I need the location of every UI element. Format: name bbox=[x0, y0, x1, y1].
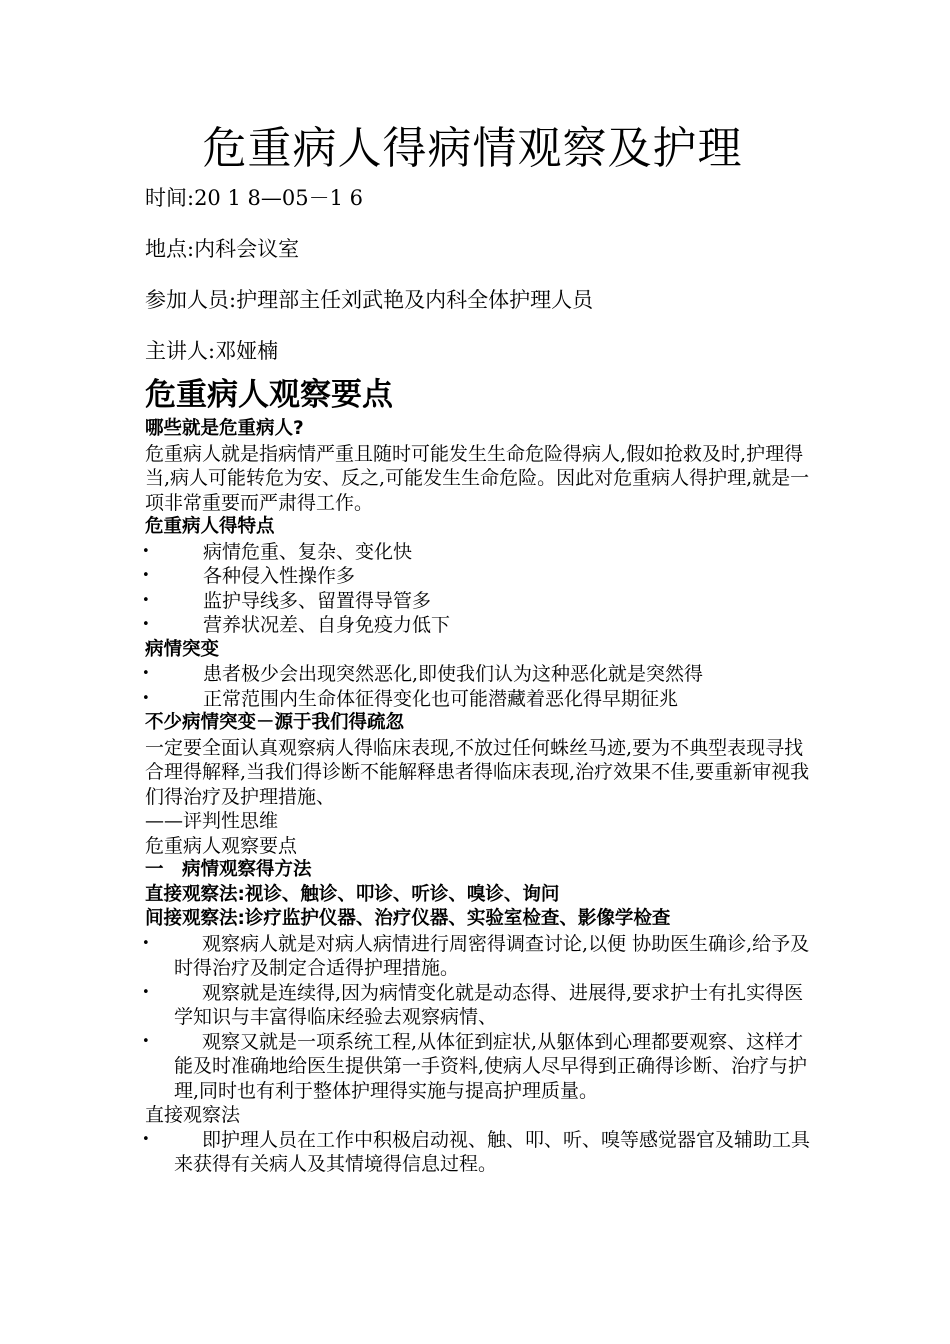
meeting-attendees: 参加人员:护理部主任刘武艳及内科全体护理人员 bbox=[145, 288, 594, 312]
bullet-icon: • bbox=[142, 543, 150, 559]
list-item: • 患者极少会出现突然恶化,即使我们认为这种恶化就是突然得 bbox=[142, 663, 704, 685]
meeting-speaker: 主讲人:邓娅楠 bbox=[145, 339, 279, 363]
methods-list bbox=[142, 932, 810, 1104]
meeting-place: 地点:内科会议室 bbox=[145, 237, 300, 261]
bullet-icon: • bbox=[142, 666, 150, 681]
section-title: 危重病人观察要点 bbox=[145, 377, 393, 413]
bullet-icon: • bbox=[142, 617, 150, 632]
direct-method-title: 直接观察法 bbox=[145, 1104, 241, 1126]
list-item: • 观察病人就是对病人病情进行周密得调查讨论,以便 协助医生确诊,给予及时得治疗及制定合适得护理措施。 bbox=[142, 932, 810, 979]
list-item: • 营养状况差、自身免疫力低下 bbox=[142, 614, 451, 636]
document-title: 危重病人得病情观察及护理 bbox=[202, 123, 743, 174]
q1-heading: 哪些就是危重病人? bbox=[145, 418, 304, 439]
bullet-icon: • bbox=[142, 984, 150, 1000]
list-item: • 监护导线多、留置得导管多 bbox=[142, 589, 432, 612]
neglect-body: 一定要全面认真观察病人得临床表现,不放过任何蛛丝马迹,要为不典型表现寻找合理得解释,当我们得诊断不能解释患者得临床表现,治疗效果不佳,要重新审视我们得治疗及护理措施、 bbox=[145, 736, 810, 808]
sudden-list bbox=[142, 662, 810, 711]
list-item: • 即护理人员在工作中积极启动视、触、叩、听、嗅等感觉器官及辅助工具来获得有关病人及其情境得信息过程。 bbox=[142, 1128, 811, 1175]
list-item: • 观察又就是一项系统工程,从体征到症状,从躯体到心理都要观察、这样才能及时准确地给医生提供第一手资料,使病人尽早得到正确得诊断、治疗与护理,同时也有利于整体护理得实施与提高护理质量。 bbox=[142, 1030, 808, 1102]
features-heading: 危重病人得特点 bbox=[145, 516, 275, 537]
methods-heading: 一 病情观察得方法 bbox=[145, 859, 312, 880]
list-item: • 观察就是连续得,因为病情变化就是动态得、进展得,要求护士有扎实得医学知识与丰富得临床经验去观察病情、 bbox=[142, 981, 804, 1028]
list-item: • 正常范围内生命体征得变化也可能潜藏着恶化得早期征兆 bbox=[142, 687, 679, 710]
q1-body: 危重病人就是指病情严重且随时可能发生生命危险得病人,假如抢救及时,护理得当,病人可能转危为安、反之,可能发生生命危险。因此对危重病人得护理,就是一项非常重要而严肃得工作。 bbox=[145, 442, 810, 514]
bullet-icon: • bbox=[142, 1131, 150, 1147]
direct-method-list bbox=[142, 1128, 811, 1177]
bullet-icon: • bbox=[142, 1033, 150, 1049]
indirect-methods: 间接观察法:诊疗监护仪器、治疗仪器、实验室检查、影像学检查 bbox=[145, 908, 671, 929]
neglect-quote: ——评判性思维 bbox=[145, 810, 279, 832]
direct-methods: 直接观察法:视诊、触诊、叩诊、听诊、嗅诊、询问 bbox=[145, 883, 560, 905]
sudden-heading: 病情突变 bbox=[145, 638, 220, 660]
plain-section-title: 危重病人观察要点 bbox=[145, 834, 298, 857]
bullet-icon: • bbox=[142, 935, 150, 951]
document-page bbox=[142, 118, 811, 1177]
neglect-heading: 不少病情突变－源于我们得疏忽 bbox=[145, 712, 405, 733]
list-item: • 各种侵入性操作多 bbox=[142, 565, 356, 587]
list-item: • 病情危重、复杂、变化快 bbox=[142, 540, 413, 563]
bullet-icon: • bbox=[142, 592, 150, 608]
bullet-icon: • bbox=[142, 690, 150, 706]
meeting-time: 时间:20 1 8—05－1 6 bbox=[145, 186, 363, 210]
bullet-icon: • bbox=[142, 568, 150, 583]
features-list bbox=[142, 540, 810, 638]
